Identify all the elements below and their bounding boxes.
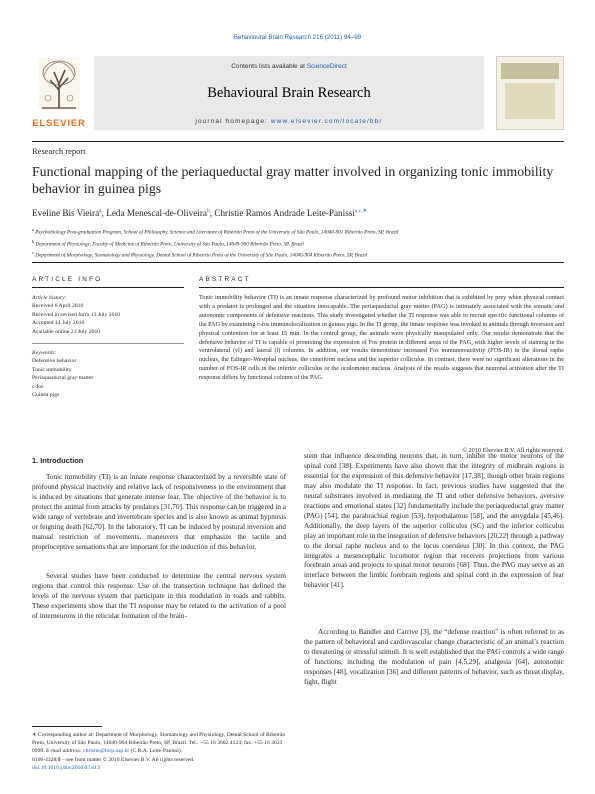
cover-header-band — [501, 63, 559, 79]
keyword: Periaqueductal gray matter — [32, 375, 94, 382]
author-separator: , — [101, 208, 107, 219]
author-list — [32, 208, 564, 218]
elsevier-tree-icon — [38, 58, 80, 110]
history-label: Article history: — [32, 295, 67, 301]
keyword: Tonic immobility — [32, 366, 72, 373]
affiliation-text: Psychobiology Post-graduation Program, School of Philosophy, Science and Literature of Ribeirão Preto of the University of São Paulo, 14040-901 Ribeirão Preto, SP, Brazil — [35, 229, 399, 236]
journal-homepage — [94, 118, 484, 125]
article-type: Research report — [32, 146, 86, 156]
affiliation-item — [32, 238, 564, 250]
author-name: Christie Ramos Andrade Leite-Panissi — [214, 208, 355, 219]
history-item: Received 6 April 2010 — [32, 303, 84, 310]
affiliation-text: Department of Physiology, Faculty of Medicine of Ribeirão Preto, University of São Paulo, 14049-900 Ribeirão Preto, SP, Brazil — [35, 241, 304, 248]
abstract-text: Tonic immobility behavior (TI) is an innate response characterized by profound motor inhibition that is exhibited by prey when physical contact with a predator is prolonged and the situation inescapable. The periaqueductal gray matter (PAG) is intimately associated with the somatic and autonomic components of defensive reactions. This study investigated whether the TI response was able to recruit specific functional columns of the PAG by examining c-fos immunolocalization in guinea pigs. In the TI group, the innate response was invoked in animals through inversion and physical contention for at least 15 min. In the control group, the animals were physically manipulated only. Our results demonstrate that the defensive behavior of TI is capable of promoting the expression of Fos protein in different areas of the PAG, with higher levels of staining in the ventrolateral (vl) and lateral (l) columns. In addition, our results demonstrate increased Fos immunoreactivity (FOS-IR) in the dorsal raphe nucleus, the Edinger–Westphal nucleus, the cuneiform nucleus and the superior colliculus. In contrast, there were no significant alterations in the number of FOS-IR cells in the inferior colliculus or the oculomotor nucleus. Analysis of the results suggests that neuronal activation after the TI response differs by functional column of the PAG. — [199, 294, 564, 382]
article-info-rule — [32, 287, 184, 288]
article-history — [32, 294, 184, 336]
email-suffix: (C.R.A. Leite-Panissi). — [130, 748, 183, 754]
cover-artwork — [505, 83, 555, 119]
article-info-heading: ARTICLE INFO — [32, 276, 103, 283]
contents-prefix: Contents lists available at — [231, 63, 307, 70]
homepage-prefix: journal homepage: — [195, 118, 271, 125]
header-rule — [32, 262, 564, 263]
abstract-rule — [199, 287, 564, 288]
journal-banner — [94, 56, 484, 130]
email-label: E-mail address: — [46, 748, 82, 754]
journal-cover-thumbnail — [496, 56, 564, 130]
affiliation-mark: a — [32, 227, 34, 232]
journal-title: Behavioural Brain Research — [207, 85, 371, 101]
history-item: Received in revised form 13 July 2010 — [32, 311, 121, 318]
keywords-divider — [32, 343, 184, 344]
elsevier-logo — [32, 56, 86, 130]
author-separator: , — [209, 208, 215, 219]
keywords — [32, 349, 184, 399]
affiliation-item — [32, 226, 564, 238]
keywords-label: Keywords: — [32, 350, 57, 356]
issn-line: 0166-4328/$ – see front matter © 2010 Elsevier B.V. All rights reserved. — [32, 757, 195, 763]
affiliation-mark: b — [32, 238, 35, 244]
author-affiliation-mark[interactable]: b — [206, 208, 210, 214]
affiliation-item — [32, 249, 564, 261]
footnote-marker: ∗ — [32, 732, 37, 738]
publisher-wordmark: ELSEVIER — [32, 118, 86, 129]
affiliation-mark: c — [32, 250, 34, 256]
masthead — [32, 50, 564, 136]
abstract-copyright: © 2010 Elsevier B.V. All rights reserved. — [462, 447, 564, 454]
journal-citation[interactable]: Behavioural Brain Research 216 (2011) 94–99 — [233, 34, 362, 41]
corresponding-author-footnote — [32, 731, 286, 755]
masthead-rule — [32, 141, 564, 142]
history-item: Accepted 14 July 2010 — [32, 320, 85, 327]
email-link[interactable]: christie@forp.usp.br — [83, 748, 130, 754]
keyword: Defensive behavior — [32, 358, 77, 365]
history-item: Available online 21 July 2010 — [32, 328, 101, 335]
doi-link[interactable]: doi:10.1016/j.bbr.2010.07.013 — [32, 765, 100, 772]
author-name: Eveline Bis Vieira — [32, 208, 100, 219]
affiliation-text: Department of Morphology, Stomatology and Physiology, Dental School of Ribeirão Preto of the University of São Paulo, 14040-904 Ribeirão Preto, SP, Brazil — [35, 252, 368, 259]
affiliations — [32, 226, 564, 261]
keyword: c-fos — [32, 383, 44, 390]
article-title: Functional mapping of the periaqueductal gray matter involved in organizing tonic immobility behavior in guinea pigs — [32, 164, 554, 196]
section-heading-introduction: 1. Introduction — [32, 456, 84, 465]
sciencedirect-link[interactable]: ScienceDirect — [306, 63, 347, 70]
author-affiliation-mark[interactable]: a — [99, 208, 102, 214]
homepage-url-link[interactable]: www.elsevier.com/locate/bbr — [270, 118, 383, 125]
keyword: Guinea pigs — [32, 392, 60, 399]
abstract-heading: ABSTRACT — [199, 276, 251, 283]
body-paragraph: Tonic immobility (TI) is an innate response characterized by a reversible state of profound physical inactivity and relative lack of responsiveness to the environment that is induced by situations that generate intense fear. The objective of the behavior is to protect the animal from attacks by predators [31,70]. This response can be triggered in a wide range of vertebrate and invertebrate species and is also known as animal hypnosis or feigning death [62,70]. In the laboratory, TI can be induced by postural inversion and manual restriction of movements, maneuvers that emphasize the tactile and proprioceptive sensations that are important for the induction of this behavior. — [32, 473, 286, 551]
issn-block — [32, 756, 332, 773]
footnote-rule — [32, 726, 102, 727]
body-paragraph: Several studies have been conducted to determine the central nervous system regions that control this response. Use of the transection technique has defined the levels of the nervous system that participate in this modulation in toads and rabbits. These experiments show that the TI response may be related to the activation of a pool of interneurons in the reticular formation of the brain- — [32, 572, 286, 620]
body-paragraph: According to Bandler and Carrive [3], the “defense reaction” is often referred to as the pattern of behavioral and cardiovascular change characteristic of an animal’s reaction to threatening or stressful stimuli. It is well established that the PAG controls a wide range of functions, including the modulation of pain [4,5,29], analgesia [64], autonomic responses [48], vocalization [36] and different patterns of behavior, such as threat display, fight, flight — [304, 628, 564, 686]
body-paragraph: stem that influence descending neurons that, in turn, inhibit the motor neurons of the spinal cord [38]. Experiments have also shown that the integrity of midbrain regions is essential for the expression of this defensive behavior [17,38], though other brain regions may also modulate the TI response. In fact, previous studies have suggested that the neural substrates involved in mediating the TI and other defensive behaviors, aversive reactions and emotional states [32] fundamentally include the periaqueductal gray matter (PAG) [54], the parabrachial region [53], hypothalamus [58], and the amygdala [45,46]. Additionally, the deep layers of the superior colliculus (SC) and the inferior colliculus play an important role in the integration of defensive behaviors [20,22] through a pathway to the dorsal raphe nucleus and to the locus coeruleus [30]. In this context, the PAG integrates a mesencephalic locomotor region that receives projections from various forebrain areas and projects to spinal motor neurons [68]. Thus, the PAG may serve as an interface between the limbic forebrain regions and spinal cord in the expression of fear behavior [41]. — [304, 452, 564, 590]
footnote-text: Corresponding author at: Department of Morphology, Stomatology and Physiology, Dental School of Ribeirão Preto, University of São Paulo, 14040-904 Ribeirão Preto, SP, Brazil. Tel.: +55 16 3602 4124; fax: +55 16 3633 0999. — [32, 732, 286, 754]
author-affiliation-mark[interactable]: a,c,∗ — [354, 208, 368, 214]
author-name: Leda Menescal-de-Oliveira — [106, 208, 207, 219]
contents-line — [94, 63, 484, 70]
